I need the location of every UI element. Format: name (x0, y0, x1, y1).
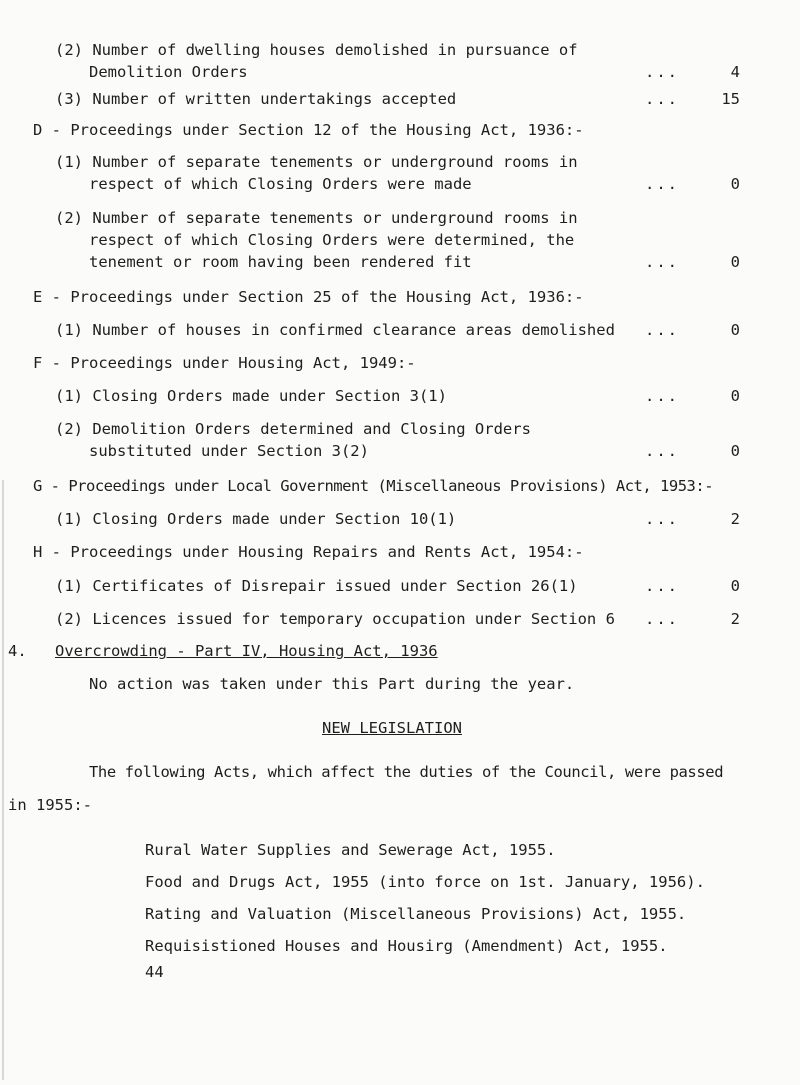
c3-line1: (3) Number of written undertakings accepted (55, 90, 457, 108)
leader-dots: ... (645, 90, 679, 108)
d-heading: D - Proceedings under Section 12 of the Housing Act, 1936:- (33, 121, 584, 139)
h-i2-line1: (2) Licences issued for temporary occupation under Section 6 (55, 610, 615, 628)
leader-dots: ... (645, 321, 679, 339)
c2-line2: Demolition Orders (89, 63, 248, 81)
c3-value: 15 (721, 90, 740, 108)
h-i1-value: 0 (730, 577, 740, 595)
h-heading: H - Proceedings under Housing Repairs and Rents Act, 1954:- (33, 543, 584, 561)
new-legislation-intro-line2: in 1955:- (8, 796, 92, 814)
f-heading: F - Proceedings under Housing Act, 1949:- (33, 354, 416, 372)
act-list-item: Food and Drugs Act, 1955 (into force on 1st. January, 1956). (145, 873, 705, 891)
d-i2-line1: (2) Number of separate tenements or underground rooms in (55, 209, 578, 227)
d-i1-value: 0 (730, 175, 740, 193)
act-list-item: Requisistioned Houses and Housirg (Amendment) Act, 1955. (145, 937, 668, 955)
f-i2-value: 0 (730, 442, 740, 460)
leader-dots: ... (645, 442, 679, 460)
g-heading: G - Proceedings under Local Government (Miscellaneous Provisions) Act, 1953:- (33, 477, 714, 495)
leader-dots: ... (645, 63, 679, 81)
c2-value: 4 (730, 63, 740, 81)
scan-margin-line (2, 480, 4, 1080)
c2-line1: (2) Number of dwelling houses demolished in pursuance of (55, 41, 578, 59)
d-i1-line1: (1) Number of separate tenements or underground rooms in (55, 153, 578, 171)
e-i1-value: 0 (730, 321, 740, 339)
act-list-item: Rural Water Supplies and Sewerage Act, 1955. (145, 841, 556, 859)
e-heading: E - Proceedings under Section 25 of the Housing Act, 1936:- (33, 288, 584, 306)
new-legislation-heading: NEW LEGISLATION (322, 719, 462, 737)
leader-dots: ... (645, 253, 679, 271)
s4-text: No action was taken under this Part during the year. (89, 675, 575, 693)
leader-dots: ... (645, 387, 679, 405)
page-number: 44 (145, 963, 164, 981)
f-i2-line1: (2) Demolition Orders determined and Closing Orders (55, 420, 531, 438)
leader-dots: ... (645, 577, 679, 595)
new-legislation-intro-line1: The following Acts, which affect the duties of the Council, were passed (89, 763, 724, 781)
e-i1-line1: (1) Number of houses in confirmed clearance areas demolished (55, 321, 615, 339)
act-list-item: Rating and Valuation (Miscellaneous Provisions) Act, 1955. (145, 905, 687, 923)
leader-dots: ... (645, 175, 679, 193)
h-i2-value: 2 (730, 610, 740, 628)
f-i1-value: 0 (730, 387, 740, 405)
leader-dots: ... (645, 510, 679, 528)
d-i1-line2: respect of which Closing Orders were made (89, 175, 472, 193)
g-i1-value: 2 (730, 510, 740, 528)
s4-number: 4. (8, 642, 27, 660)
f-i1-line1: (1) Closing Orders made under Section 3(1) (55, 387, 447, 405)
s4-heading: Overcrowding - Part IV, Housing Act, 1936 (55, 642, 438, 660)
d-i2-line3: tenement or room having been rendered fit (89, 253, 472, 271)
d-i2-value: 0 (730, 253, 740, 271)
g-i1-line1: (1) Closing Orders made under Section 10(1) (55, 510, 457, 528)
leader-dots: ... (645, 610, 679, 628)
h-i1-line1: (1) Certificates of Disrepair issued under Section 26(1) (55, 577, 578, 595)
f-i2-line2: substituted under Section 3(2) (89, 442, 369, 460)
d-i2-line2: respect of which Closing Orders were determined, the (89, 231, 575, 249)
